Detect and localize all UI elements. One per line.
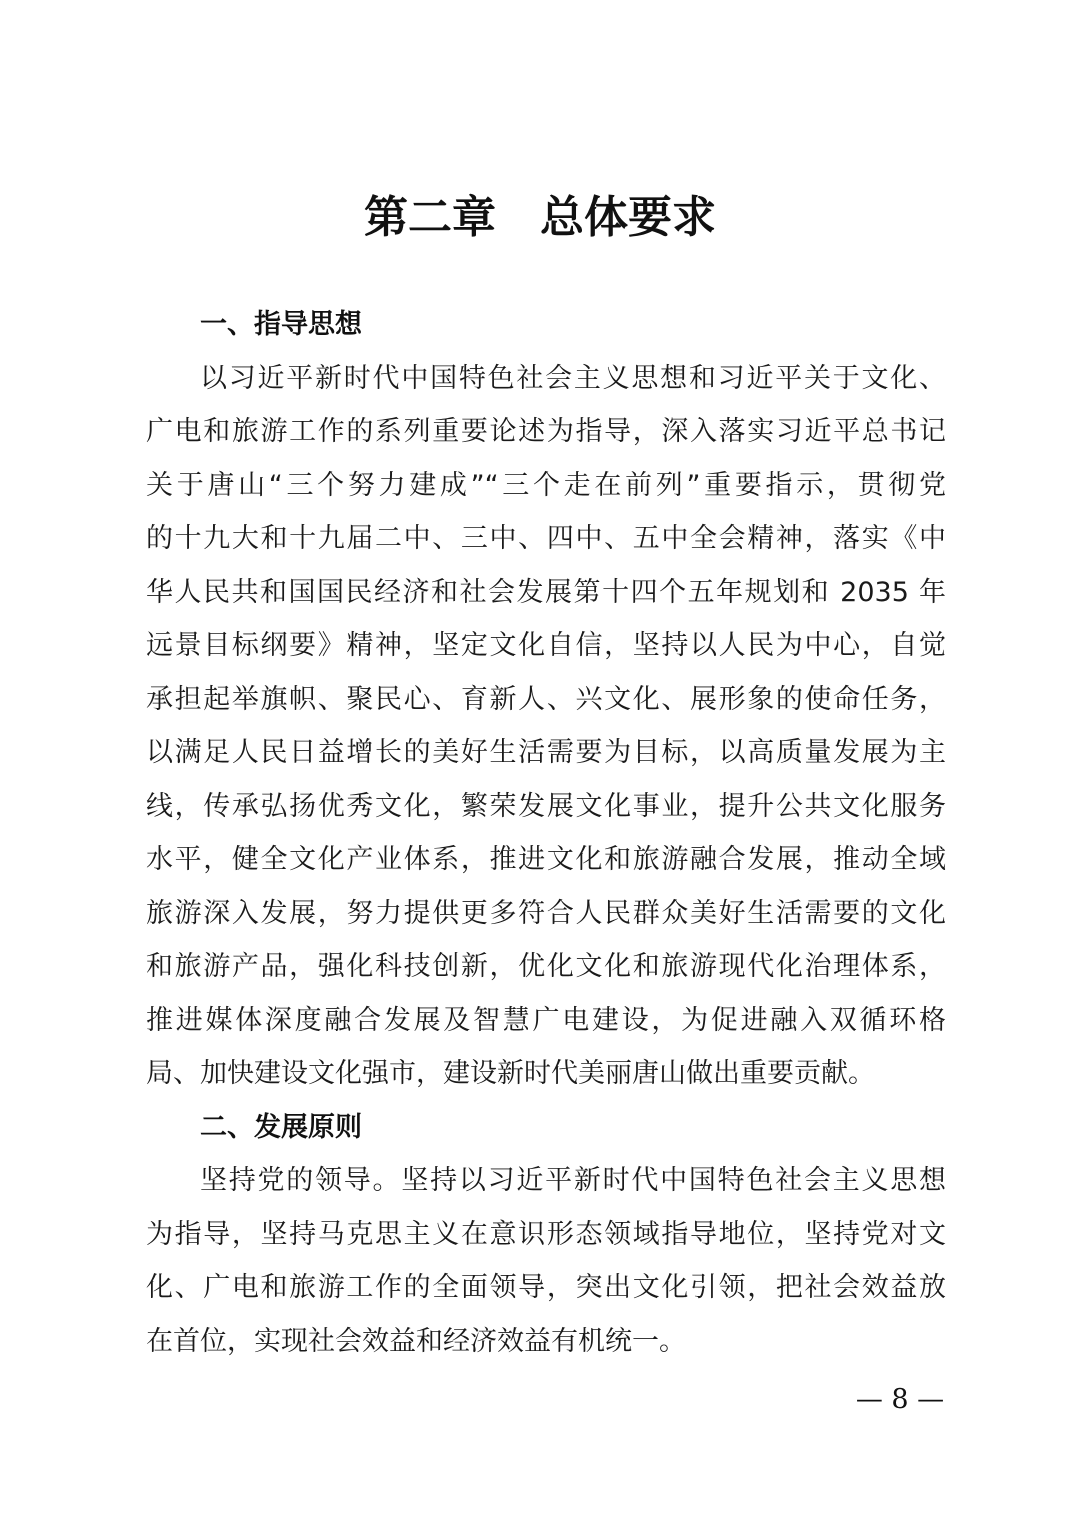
paragraph-line: 旅游深入发展，努力提供更多符合人民群众美好生活需要的文化: [146, 897, 946, 929]
paragraph-line: 广电和旅游工作的系列重要论述为指导，深入落实习近平总书记: [146, 416, 946, 447]
paragraph-line: 以满足人民日益增长的美好生活需要为目标，以高质量发展为主: [146, 737, 946, 768]
chapter-name: 总体要求: [540, 192, 716, 243]
section-heading: 一、指导思想: [200, 309, 362, 340]
paragraph-line: 为指导，坚持马克思主义在意识形态领域指导地位，坚持党对文: [146, 1218, 946, 1250]
chapter-number: 第二章: [364, 192, 496, 243]
paragraph-line: 关于唐山“三个努力建成”“三个走在前列”重要指示，贯彻党: [146, 469, 946, 501]
paragraph-line: 线，传承弘扬优秀文化，繁荣发展文化事业，提升公共文化服务: [146, 790, 946, 822]
paragraph-line: 推进媒体深度融合发展及智慧广电建设，为促进融入双循环格: [146, 1004, 946, 1036]
paragraph-line: 局、加快建设文化强市，建设新时代美丽唐山做出重要贡献。: [146, 1058, 875, 1089]
paragraph-line: 化、广电和旅游工作的全面领导，突出文化引领，把社会效益放: [146, 1272, 946, 1303]
section-heading: 二、发展原则: [200, 1111, 362, 1143]
paragraph-line: 承担起举旗帜、聚民心、育新人、兴文化、展形象的使命任务，: [146, 683, 946, 715]
chapter-title: [0, 188, 1080, 248]
paragraph-line: 水平，健全文化产业体系，推进文化和旅游融合发展，推动全域: [146, 844, 946, 875]
paragraph-line: 和旅游产品，强化科技创新，优化文化和旅游现代化治理体系，: [146, 951, 946, 982]
page-number: — 8 —: [855, 1384, 945, 1415]
paragraph-line: 远景目标纲要》精神，坚定文化自信，坚持以人民为中心，自觉: [146, 630, 946, 661]
paragraph-line: 坚持党的领导。坚持以习近平新时代中国特色社会主义思想: [200, 1165, 946, 1196]
paragraph-line: 在首位，实现社会效益和经济效益有机统一。: [146, 1325, 686, 1357]
document-body: [146, 298, 946, 1368]
paragraph-line: 华人民共和国国民经济和社会发展第十四个五年规划和 2035 年: [146, 576, 946, 608]
paragraph-line: 以习近平新时代中国特色社会主义思想和习近平关于文化、: [200, 362, 946, 394]
paragraph-line: 的十九大和十九届二中、三中、四中、五中全会精神，落实《中: [146, 523, 946, 554]
